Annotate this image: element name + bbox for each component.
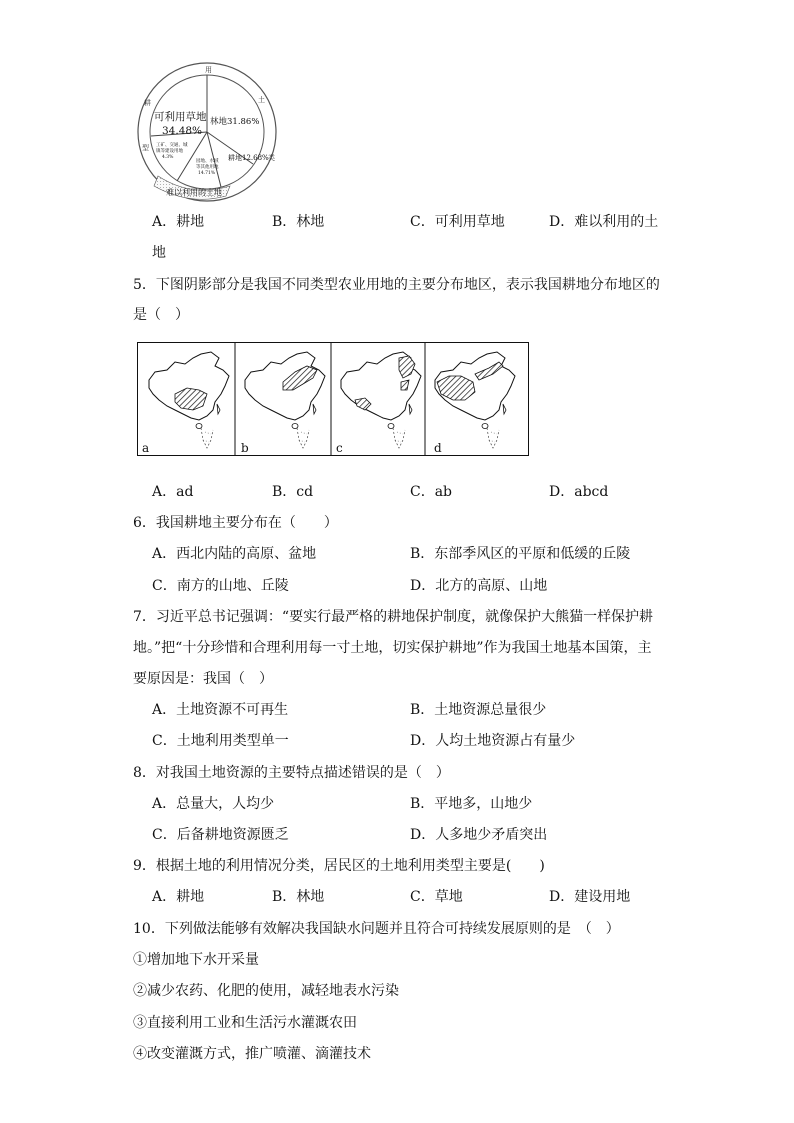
- ring-char: 用: [205, 66, 212, 74]
- q7-option-c[interactable]: C．土地利用类型单一: [152, 733, 289, 749]
- ring-char: 类: [268, 154, 275, 162]
- q5-stem: 5．下图阴影部分是我国不同类型农业用地的主要分布地区，表示我国耕地分布地区的: [133, 277, 660, 293]
- q10-item-4: ④改变灌溉方式，推广喷灌、滴灌技术: [133, 1046, 371, 1062]
- q7-option-a[interactable]: A．土地资源不可再生: [152, 702, 289, 718]
- grassland-label: 可利用草地: [154, 111, 207, 123]
- q6-option-b[interactable]: B．东部季风区的平原和低缓的丘陵: [410, 546, 631, 562]
- q9-option-c[interactable]: C．草地: [410, 889, 463, 905]
- other-label: 4.3%: [162, 155, 174, 160]
- q8-option-d[interactable]: D．人多地少矛盾突出: [410, 827, 548, 843]
- q5-option-c[interactable]: C．ab: [410, 484, 453, 500]
- q8-option-c[interactable]: C．后备耕地资源匮乏: [152, 827, 289, 843]
- ring-char: 土: [258, 96, 265, 104]
- other2-label: 14.71%: [198, 171, 216, 176]
- other2-label: 等其他用地: [196, 165, 219, 170]
- q4-option-b[interactable]: B．林地: [272, 214, 325, 230]
- q9-option-a[interactable]: A．耕地: [152, 889, 205, 905]
- q5-stem: 是（ ）: [133, 307, 189, 323]
- other-label: 镇等建设用地: [156, 149, 183, 154]
- q6-option-d[interactable]: D．北方的高原、山地: [410, 578, 548, 594]
- q8-option-a[interactable]: A．总量大，人均少: [152, 796, 275, 812]
- other2-label: 园地、水域: [196, 159, 219, 164]
- q9-option-d[interactable]: D．建设用地: [549, 889, 631, 905]
- map-label-d: d: [434, 441, 442, 455]
- q4-option-c[interactable]: C．可利用草地: [410, 214, 505, 230]
- ring-char: 耕: [144, 99, 151, 107]
- q8-stem: 8．对我国土地资源的主要特点描述错误的是（ ）: [133, 765, 450, 781]
- q7-option-b[interactable]: B．土地资源总量很少: [410, 702, 547, 718]
- forest-label: 林地31.86%: [210, 117, 260, 127]
- q7-stem: 7．习近平总书记强调：“要实行最严格的耕地保护制度，就像保护大熊猫一样保护耕: [133, 609, 654, 625]
- cropland-label: 耕地12.68%: [228, 154, 269, 162]
- q4-option-d[interactable]: D．难以利用的土: [549, 214, 659, 230]
- ring-char: 型: [142, 144, 149, 152]
- q9-stem: 9．根据土地的利用情况分类，居民区的土地利用类型主要是( ): [133, 858, 545, 874]
- other-label: 工矿、交通、城: [156, 143, 188, 148]
- map-label-c: c: [336, 441, 343, 455]
- q9-option-b[interactable]: B．林地: [272, 889, 325, 905]
- q6-option-a[interactable]: A．西北内陆的高原、盆地: [152, 546, 317, 562]
- q10-item-1: ①增加地下水开采量: [133, 952, 259, 968]
- q8-option-b[interactable]: B．平地多，山地少: [410, 796, 533, 812]
- q5-maps-figure: [137, 342, 529, 456]
- q10-item-2: ②减少农药、化肥的使用，减轻地表水污染: [133, 983, 399, 999]
- q4-option-a[interactable]: A．耕地: [152, 214, 205, 230]
- q5-option-d[interactable]: D．abcd: [549, 484, 609, 500]
- q6-stem: 6．我国耕地主要分布在（ ）: [133, 515, 338, 531]
- map-label-a: a: [142, 441, 150, 455]
- grassland-value: 34.48%: [162, 125, 203, 137]
- q6-option-c[interactable]: C．南方的山地、丘陵: [152, 578, 289, 594]
- q10-stem: 10．下列做法能够有效解决我国缺水问题并且符合可持续发展原则的是 （ ）: [133, 921, 620, 937]
- q4-option-d-wrap: 地: [152, 245, 166, 261]
- unusable-label: 难以利用的土地: [166, 188, 222, 197]
- q7-stem: 要原因是：我国（ ）: [133, 671, 273, 687]
- q7-option-d[interactable]: D．人均土地资源占有量少: [410, 733, 576, 749]
- land-use-pie-chart: [132, 60, 282, 205]
- q5-option-a[interactable]: A．ad: [152, 484, 194, 500]
- q7-stem: 地。”把“十分珍惜和合理利用每一寸土地，切实保护耕地”作为我国土地基本国策，主: [133, 640, 652, 656]
- q10-item-3: ③直接利用工业和生活污水灌溉农田: [133, 1015, 357, 1031]
- q5-option-b[interactable]: B．cd: [272, 484, 314, 500]
- map-label-b: b: [241, 441, 249, 455]
